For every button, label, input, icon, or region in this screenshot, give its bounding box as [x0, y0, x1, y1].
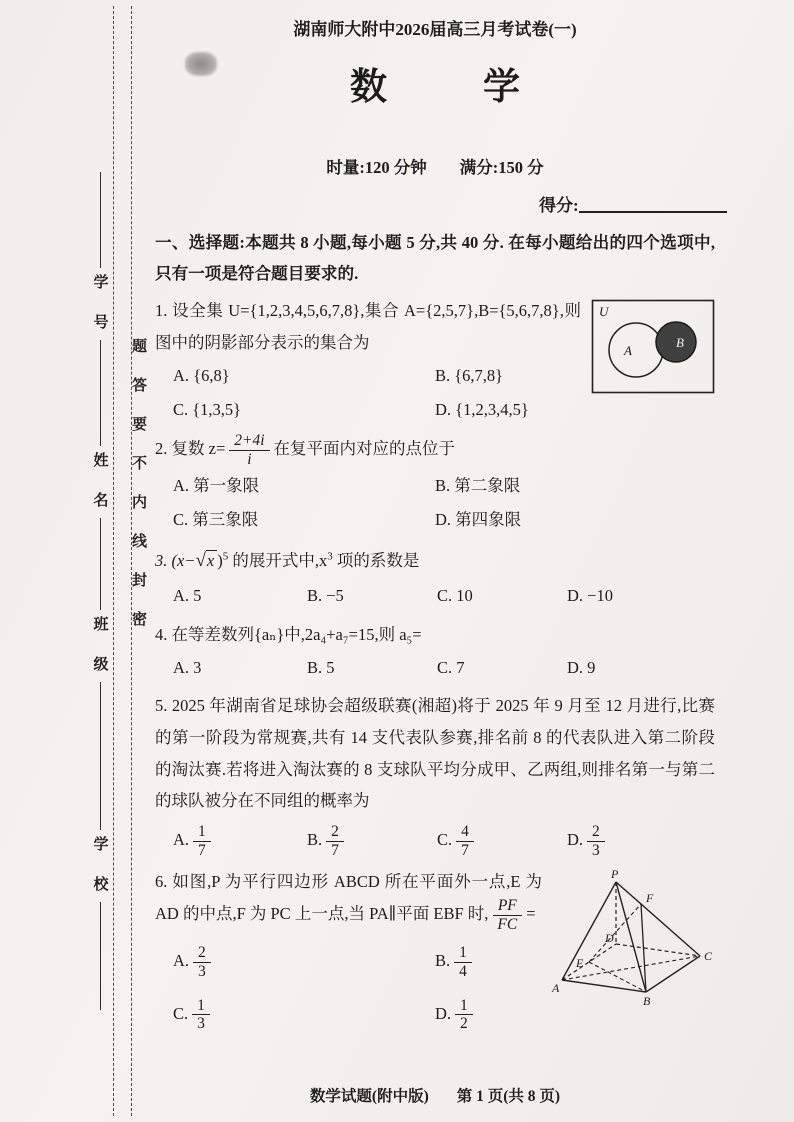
q4-option-d: D. 9: [567, 657, 596, 677]
q2-option-a: A. 第一象限: [173, 475, 260, 495]
venn-circle-a: [609, 323, 663, 377]
question-5: [155, 690, 715, 859]
figure-label-p: P: [611, 867, 619, 881]
page-footer: [155, 1084, 715, 1106]
q3-option-d: D. −10: [567, 586, 613, 606]
q6-options: [155, 944, 542, 1033]
section-heading: 一、选择题:本题共 8 小题,每小题 5 分,共 40 分. 在每小题给出的四个选项中,只有一项是符合题目要求的.: [155, 233, 715, 283]
q4-options: [155, 651, 715, 685]
q3-stem-pre: 3. (x−: [155, 550, 196, 570]
student-no-blank-line: [100, 172, 101, 268]
q3-exponent: 5: [222, 550, 229, 563]
question-2: [155, 432, 715, 536]
q1-option-a: A. {6,8}: [173, 365, 230, 385]
q4-option-c: C. 7: [437, 657, 465, 677]
score-label: 得分:: [539, 196, 579, 215]
q5-option-b-fraction: $\frac{2}{7}$: [326, 823, 344, 860]
score-blank-line: [579, 196, 727, 213]
subject-char-1: 数: [350, 67, 387, 108]
q6-option-d: D. $\frac{1}{2}$: [435, 997, 542, 1034]
edge-BC: [646, 956, 700, 992]
q2-fraction: $\frac{2+4i}{i}$: [229, 432, 269, 469]
figure-label-d: D: [605, 930, 614, 945]
q5-option-d: D. $\frac{2}{3}$: [567, 823, 715, 860]
q3-stem-mid: 的展开式中,x: [228, 550, 328, 570]
q4-option-a: A. 3: [173, 657, 202, 677]
q1-option-d: D. {1,2,3,4,5}: [435, 399, 529, 419]
question-6: [155, 866, 715, 1034]
name-label: 姓 名: [91, 452, 108, 512]
student-no-label: 学 号: [91, 274, 108, 334]
figure-label-a: A: [552, 980, 560, 995]
name-blank-line: [100, 340, 101, 446]
q2-stem: [155, 432, 715, 469]
q5-stem: 5. 2025 年湖南省足球协会超级联赛(湘超)将于 2025 年 9 月至 12 月进行,比赛的第一阶段为常规赛,共有 14 支代表队参赛,排名前 8 的代表队进入第二阶段的淘汰赛.若将进入淘汰赛的 8 支球队平均分成甲、乙两组,则排名第一与第二的球队被分在不同组的概率为: [155, 696, 715, 811]
q2-option-c: C. 第三象限: [173, 509, 259, 529]
q3-option-b: B. −5: [307, 586, 344, 606]
q2-stem-pre: 2. 复数 z=: [155, 439, 226, 459]
question-3: [155, 543, 715, 613]
exam-header-title: 湖南师大附中2026届高三月考试卷(一): [293, 20, 577, 39]
q2-stem-post: 在复平面内对应的点位于: [273, 439, 456, 459]
school-blank-line: [100, 682, 101, 830]
q5-options: [155, 823, 715, 860]
q3-close-paren: ): [217, 550, 223, 570]
subject-title: [155, 56, 715, 110]
seal-dashed-line-left: [113, 6, 114, 1116]
q5-option-c-fraction: $\frac{4}{7}$: [456, 823, 474, 860]
class-blank-line: [100, 518, 101, 610]
q6-stem-pre: 6. 如图,P 为平行四边形 ABCD 所在平面外一点,E 为 AD 的中点,F 为 PC 上一点,当 PA∥平面 EBF 时,: [155, 871, 542, 924]
pyramid-figure: [550, 868, 715, 1013]
q5-option-d-fraction: $\frac{2}{3}$: [587, 823, 605, 860]
question-4: [155, 619, 715, 684]
q2-option-b: B. 第二象限: [435, 475, 521, 495]
q6-option-c: C. $\frac{1}{3}$: [173, 997, 435, 1034]
figure-label-b: B: [643, 993, 651, 1008]
q4-option-b: B. 5: [307, 657, 335, 677]
figure-label-f: F: [646, 890, 654, 905]
q1-stem: 1. 设全集 U={1,2,3,4,5,6,7,8},集合 A={2,5,7},B={5,6,7,8},则图中的阴影部分表示的集合为: [155, 301, 581, 353]
q3-exponent-2: 3: [327, 550, 333, 563]
q6-option-b-fraction: $\frac{1}{4}$: [454, 944, 472, 981]
q3-radicand: x: [206, 550, 217, 570]
question-1: [155, 295, 715, 426]
q3-stem-post: 项的系数是: [332, 550, 420, 570]
q3-stem: [155, 543, 715, 579]
figure-label-c: C: [704, 948, 713, 963]
venn-set-b-label: B: [676, 335, 684, 351]
venn-diagram: [591, 299, 715, 399]
subject-char-2: 学: [483, 67, 520, 108]
q1-option-b: B. {6,7,8}: [435, 365, 504, 385]
exam-meta: 时量:120 分钟 满分:150 分: [326, 158, 544, 177]
figure-label-e: E: [576, 955, 584, 970]
venn-universe-label: U: [599, 304, 609, 320]
edge-PB: [616, 882, 646, 992]
q2-options: [155, 469, 715, 537]
q6-option-a: A. $\frac{2}{3}$: [173, 944, 435, 981]
q2-option-d: D. 第四象限: [435, 509, 522, 529]
q3-options: [155, 579, 715, 613]
school-label: 学 校: [91, 836, 108, 896]
class-label: 班 级: [91, 616, 108, 676]
q3-option-a: A. 5: [173, 586, 202, 606]
seal-text: 题答要不内线封密: [130, 338, 146, 650]
q5-option-a: A. $\frac{1}{7}$: [173, 823, 307, 860]
edge-AB: [562, 980, 646, 992]
q6-option-c-fraction: $\frac{1}{3}$: [192, 997, 210, 1034]
footer-doc-title: 数学试题(附中版): [309, 1088, 429, 1105]
q3-option-c: C. 10: [437, 586, 473, 606]
bottom-blank-line: [100, 902, 101, 1010]
q5-option-b: B. $\frac{2}{7}$: [307, 823, 437, 860]
q6-option-d-fraction: $\frac{1}{2}$: [455, 997, 473, 1034]
score-row: [155, 191, 715, 216]
footer-page-number: 第 1 页(共 8 页): [456, 1088, 561, 1105]
q5-option-a-fraction: $\frac{1}{7}$: [193, 823, 211, 860]
sqrt-symbol: √: [195, 549, 206, 571]
scan-artifact: [185, 52, 217, 76]
q1-options: [155, 359, 581, 427]
binding-column: [88, 172, 112, 1014]
q6-fraction-pf-fc: $\frac{PF}{FC}$: [492, 897, 522, 934]
q5-option-c: C. $\frac{4}{7}$: [437, 823, 567, 860]
q6-stem-post: =: [526, 904, 536, 924]
line-EF-dashed: [589, 904, 641, 962]
venn-set-a-label: A: [624, 343, 632, 359]
main-content: [155, 0, 715, 1033]
q4-stem: 4. 在等差数列{aₙ}中,2a₄+a₇=15,则 a₅=: [155, 624, 422, 644]
q6-option-a-fraction: $\frac{2}{3}$: [193, 944, 211, 981]
edge-PC: [616, 882, 700, 956]
q1-option-c: C. {1,3,5}: [173, 399, 242, 419]
q6-option-b: B. $\frac{1}{4}$: [435, 944, 542, 981]
